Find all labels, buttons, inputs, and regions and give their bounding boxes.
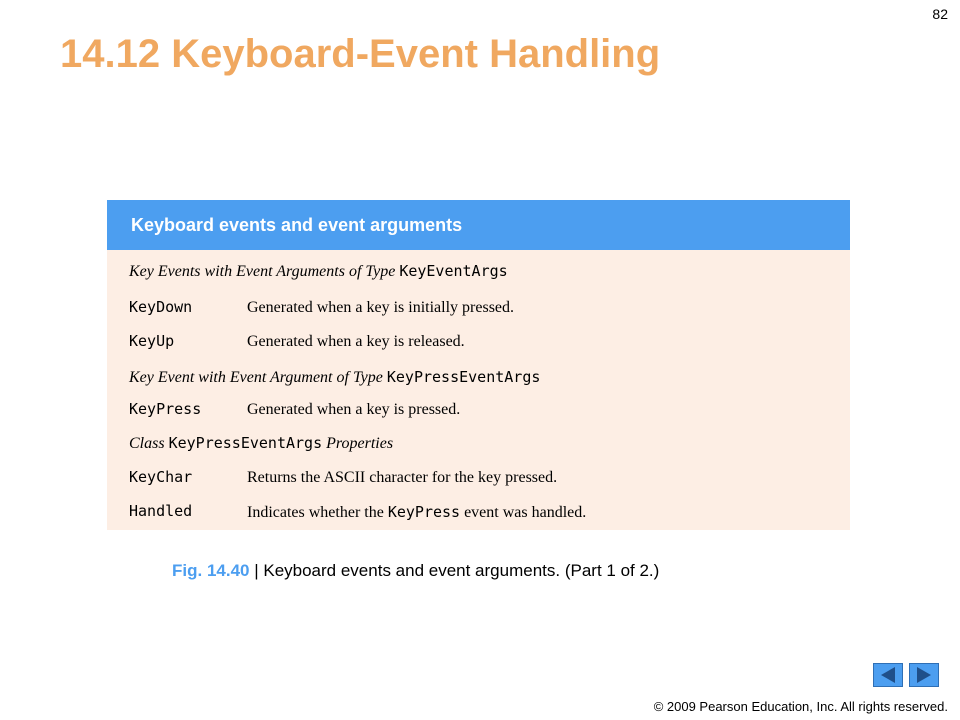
- event-description: Generated when a key is pressed.: [247, 401, 461, 418]
- property-name: KeyChar: [129, 468, 193, 486]
- caption-text: | Keyboard events and event arguments. (Part 1 of 2.): [254, 561, 660, 580]
- events-table: [107, 200, 850, 530]
- table-row-keypress: [107, 398, 850, 422]
- event-name: KeyUp: [129, 332, 175, 350]
- table-row-keyup: [107, 330, 850, 354]
- event-description: Generated when a key is initially pressed.: [247, 299, 515, 316]
- table-body: [107, 250, 850, 530]
- table-row-keydown: [107, 296, 850, 320]
- event-name: KeyPress: [129, 400, 202, 418]
- slide-navigation: [873, 663, 939, 687]
- event-name: KeyDown: [129, 298, 193, 316]
- next-slide-button[interactable]: [909, 663, 939, 687]
- figure-caption: [172, 561, 659, 581]
- right-arrow-icon: [917, 667, 931, 683]
- previous-slide-button[interactable]: [873, 663, 903, 687]
- left-arrow-icon: [881, 667, 895, 683]
- event-description: Generated when a key is released.: [247, 333, 465, 350]
- slide-title: 14.12 Keyboard-Event Handling: [60, 32, 661, 76]
- copyright-notice: © 2009 Pearson Education, Inc. All rights reserved.: [653, 699, 948, 714]
- table-row-handled: [107, 500, 850, 524]
- section-heading-properties: Class KeyPressEventArgs Properties: [129, 434, 394, 452]
- figure-label: Fig. 14.40: [172, 561, 250, 580]
- table-row-keychar: [107, 466, 850, 490]
- property-description: Indicates whether the KeyPress event was handled.: [247, 503, 587, 521]
- property-name: Handled: [129, 502, 193, 520]
- section-heading-key-events: Key Events with Event Arguments of Type KeyEventArgs: [129, 262, 508, 280]
- section-heading-keypress-event: Key Event with Event Argument of Type KeyPressEventArgs: [129, 368, 541, 386]
- table-header: Keyboard events and event arguments: [107, 200, 850, 250]
- property-description: Returns the ASCII character for the key pressed.: [247, 469, 558, 486]
- page-number: 82: [932, 6, 948, 22]
